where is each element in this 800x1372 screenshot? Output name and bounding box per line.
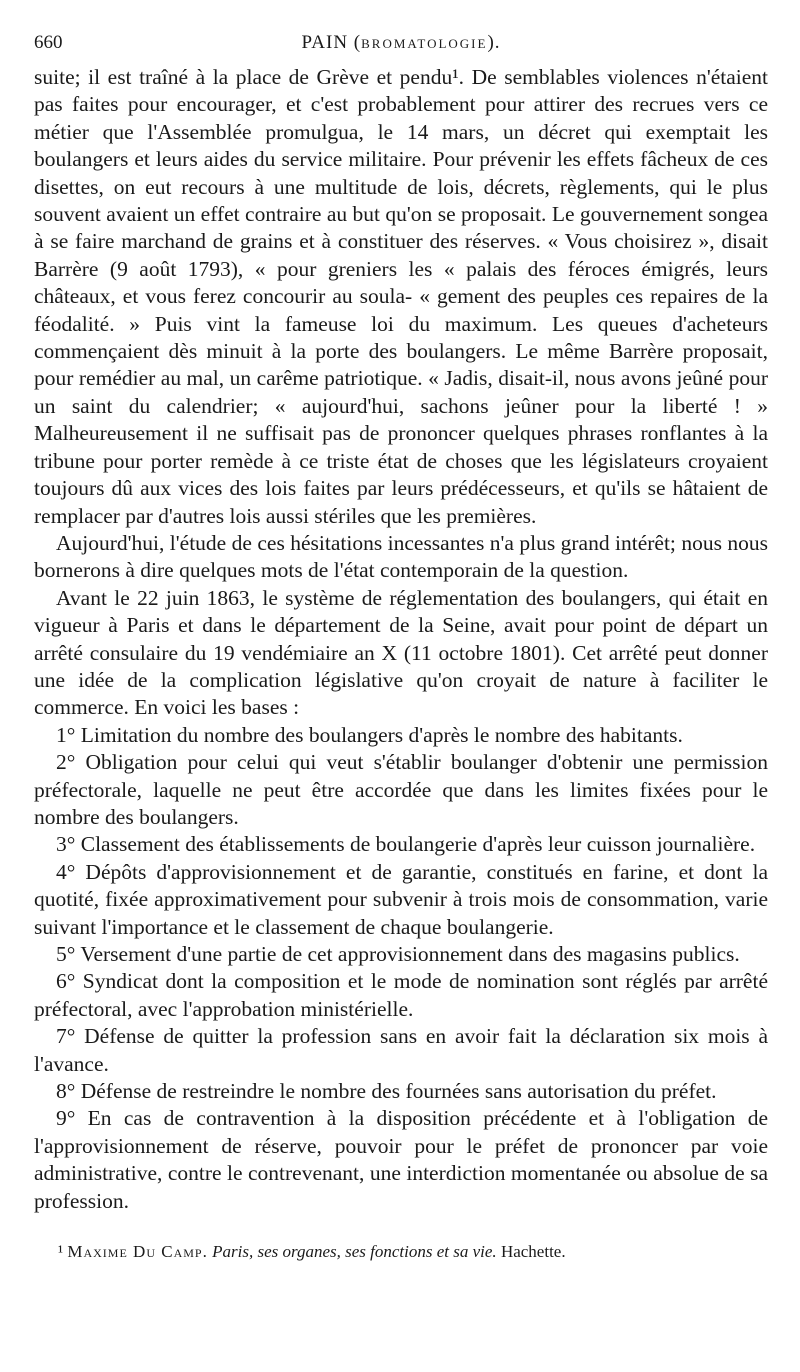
paragraph-continuation: suite; il est traîné à la place de Grève et pendu¹. De semblables violences n'étaient pas faites pour encourager, et c'est probablement pour attirer des recrues vers ce métier que l'Assemblée promulgua, le 14 mars, un décret qui exemptait les boulangers et leurs aides du service militaire. Pour prévenir les effets fâcheux de ces disettes, on eut recours à une multitude de lois, décrets, règlements, qui le plus souvent avaient un effet contraire au but qu'on se proposait. Le gouvernement songea à se faire marchand de grains et à constituer des réserves. « Vous choisirez », disait Barrère (9 août 1793), « pour greniers les « palais des féroces émigrés, leurs châteaux, et vous ferez concourir au soula- « gement des peuples ces repaires de la féodalité. » Puis vint la fameuse loi du maximum. Les queues d'acheteurs commençaient dès minuit à la porte des boulangers. Le même Barrère proposait, pour remédier au mal, un carême patriotique. « Jadis, disait-il, nous avons jeûné pour un saint du calendrier; « aujourd'hui, sachons jeûner pour la liberté ! » Malheureusement il ne suffisait pas de prononcer quelques phrases ronflantes à la tribune pour porter remède à ce triste état de choses que les législateurs croyaient toujours dû aux vices des lois faites par leurs prédécesseurs, et qu'ils se hâtaient de remplacer par d'autres lois aussi stériles que les premières. xyxy=(34,65,768,528)
list-item: 4° Dépôts d'approvisionnement et de garantie, constitués en farine, et dont la quotité, fixée approximativement pour subvenir à trois mois de consommation, varie suivant l'importance et le classement de chaque boulangerie. xyxy=(34,859,768,939)
running-title-main: PAIN ( xyxy=(301,32,362,53)
list-item: 7° Défense de quitter la profession sans en avoir fait la déclaration six mois à l'avance. xyxy=(34,1024,768,1076)
paragraph: Avant le 22 juin 1863, le système de réglementation des boulangers, qui était en vigueur à Paris et dans le département de la Seine, avait pour point de départ un arrêté consulaire du 19 vendémiaire an X (11 octobre 1801). Cet arrêté peut donner une idée de la complication législative qu'on croyait de nature à faciliter le commerce. En voici les bases : xyxy=(34,585,768,720)
footnote xyxy=(34,1241,768,1263)
footnote-author: Maxime Du Camp. xyxy=(67,1242,208,1262)
footnote-spacer xyxy=(34,1215,768,1235)
book-page xyxy=(34,28,768,1263)
body-text xyxy=(34,64,768,1215)
footnote-publisher: Hachette. xyxy=(500,1242,566,1262)
page-number: 660 xyxy=(34,32,63,53)
running-title-end: ). xyxy=(487,32,501,53)
list-item: 2° Obligation pour celui qui veut s'établir boulanger d'obtenir une permission préfectorale, laquelle ne peut être accordée que dans les limites fixées pour le nombre des boulangers. xyxy=(34,750,768,829)
list-item: 3° Classement des établissements de boulangerie d'après leur cuisson journalière. xyxy=(56,832,756,857)
running-head xyxy=(34,28,768,58)
list-item: 8° Défense de restreindre le nombre des fournées sans autorisation du préfet. xyxy=(56,1079,717,1104)
footnote-work: Paris, ses organes, ses fonctions et sa vie. xyxy=(212,1242,497,1262)
list-item: 9° En cas de contravention à la disposition précédente et à l'obligation de l'approvisionnement de réserve, pouvoir pour le préfet de prononcer par voie administrative, contre le contrevenant, une interdiction momentanée ou absolue de sa profession. xyxy=(34,1106,768,1213)
list-item: 1° Limitation du nombre des boulangers d'après le nombre des habitants. xyxy=(56,722,683,747)
running-title-subject: BROMATOLOGIE xyxy=(361,36,488,51)
footnote-marker: ¹ xyxy=(58,1242,64,1262)
list-item: 5° Versement d'une partie de cet approvisionnement dans des magasins publics. xyxy=(56,942,740,966)
paragraph: Aujourd'hui, l'étude de ces hésitations incessantes n'a plus grand intérêt; nous nous bornerons à dire quelques mots de l'état contemporain de la question. xyxy=(34,530,768,583)
list-item: 6° Syndicat dont la composition et le mode de nomination sont réglés par arrêté préfectoral, avec l'approbation ministérielle. xyxy=(34,969,768,1021)
running-title xyxy=(34,32,768,54)
